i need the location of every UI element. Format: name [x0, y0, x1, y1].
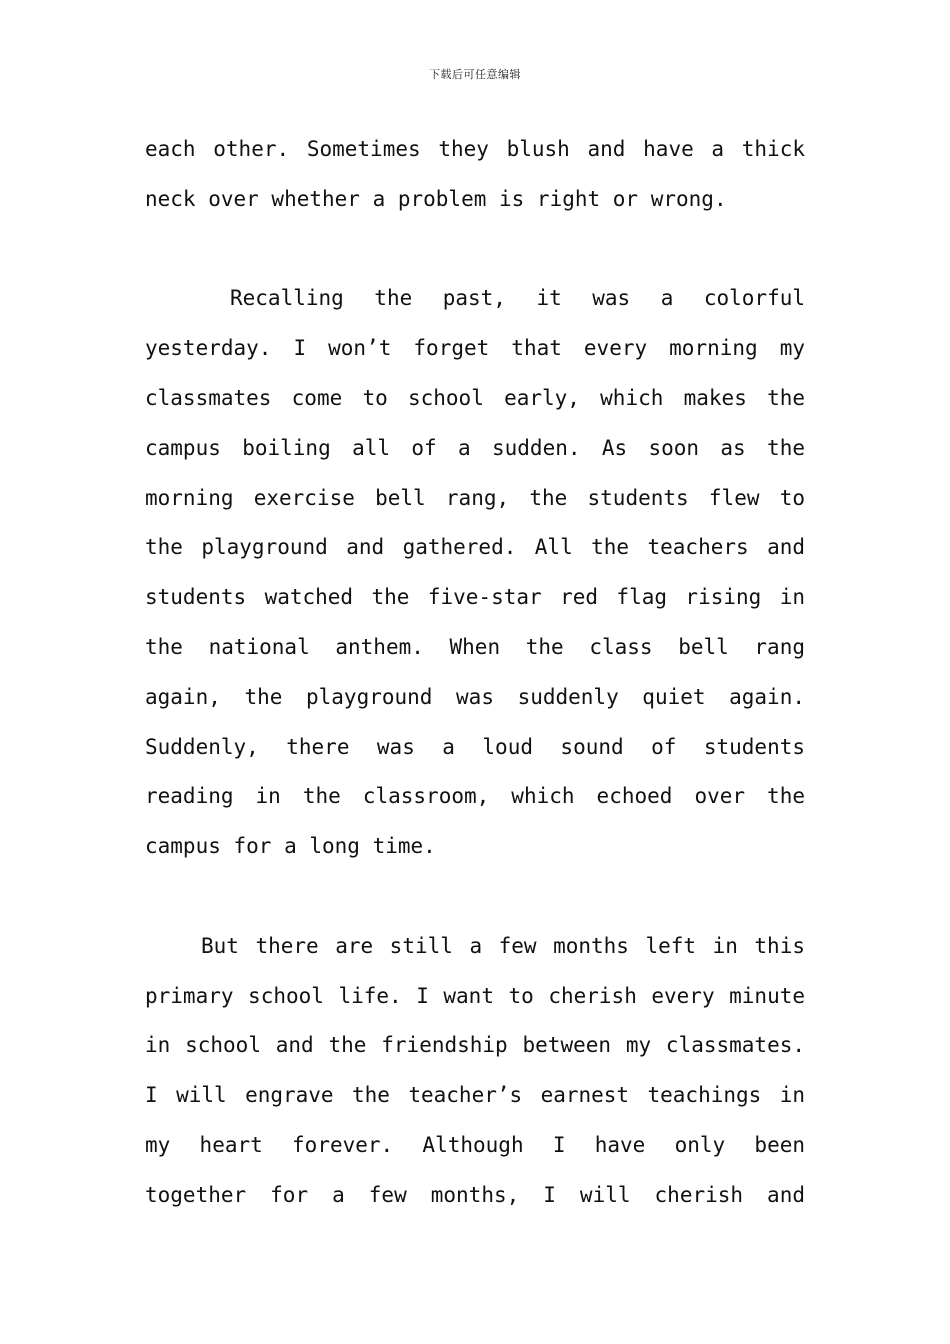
text-line: campus boiling all of a sudden. As soon as the	[145, 435, 805, 460]
paragraph-2	[145, 274, 805, 872]
text-line: yesterday. I won’t forget that every morning my	[145, 336, 805, 361]
text-line: again, the playground was suddenly quiet again.	[145, 684, 805, 709]
paragraph-1	[145, 125, 805, 225]
text-line: students watched the five-star red flag rising in	[145, 585, 805, 610]
text-line: reading in the classroom, which echoed over the	[145, 784, 805, 809]
text-line: the national anthem. When the class bell rang	[145, 634, 805, 659]
text-line: Suddenly, there was a loud sound of students	[145, 734, 805, 759]
document-body	[145, 125, 805, 1221]
page-header: 下载后可任意编辑	[429, 68, 521, 81]
text-line: each other. Sometimes they blush and have a thick	[145, 137, 805, 161]
text-line: classmates come to school early, which makes the	[145, 385, 805, 410]
text-line: I will engrave the teacher’s earnest teachings in	[145, 1083, 805, 1108]
text-line: Recalling the past, it was a colorful	[230, 286, 805, 311]
text-line: campus for a long time.	[145, 834, 436, 859]
text-line: the playground and gathered. All the teachers and	[145, 535, 805, 560]
text-line: together for a few months, I will cherish and	[145, 1182, 805, 1207]
text-line: my heart forever. Although I have only been	[145, 1132, 805, 1157]
text-line: morning exercise bell rang, the students flew to	[145, 485, 805, 510]
text-line: neck over whether a problem is right or wrong.	[145, 186, 727, 211]
text-line: But there are still a few months left in this	[201, 933, 805, 958]
paragraph-3	[145, 922, 805, 1221]
text-line: primary school life. I want to cherish every minute	[145, 983, 805, 1008]
text-line: in school and the friendship between my classmates.	[145, 1033, 805, 1058]
